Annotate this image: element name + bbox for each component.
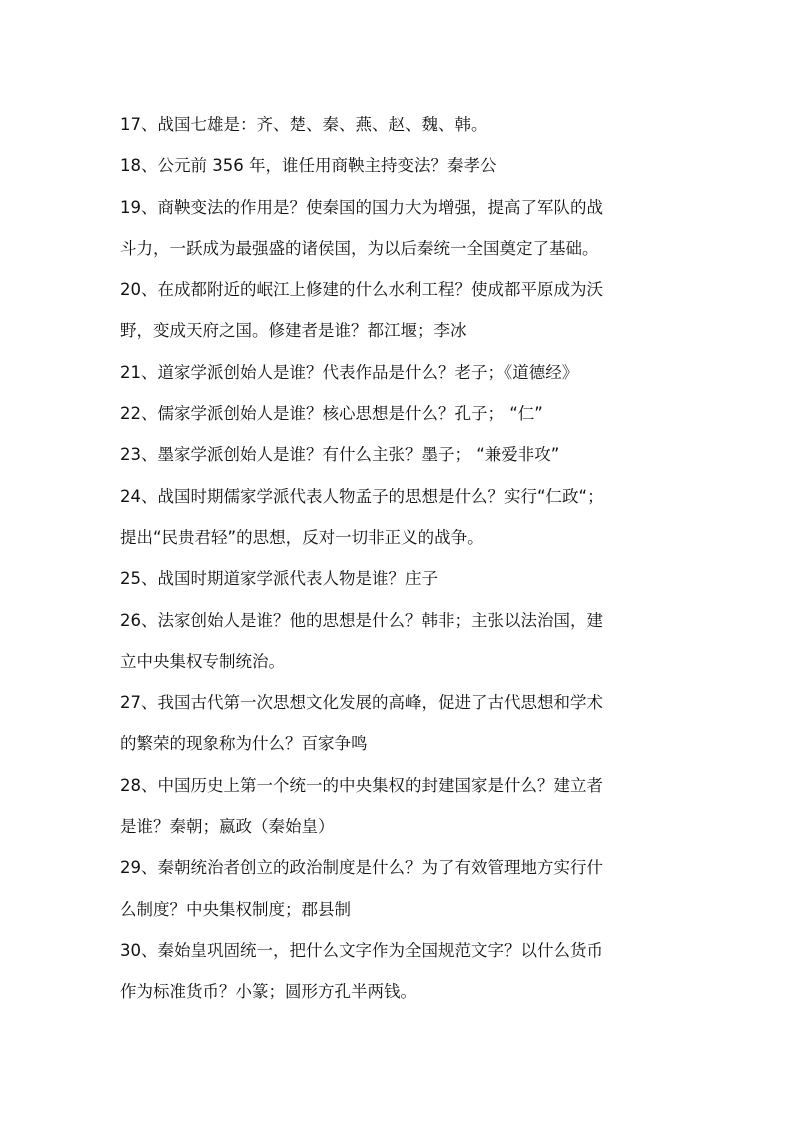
text-line: 20、在成都附近的岷江上修建的什么水利工程？使成都平原成为沃 bbox=[120, 280, 603, 300]
text-line: 么制度？中央集权制度；郡县制 bbox=[120, 899, 351, 919]
text-line: 30、秦始皇巩固统一，把什么文字作为全国规范文字？以什么货币 bbox=[120, 940, 603, 960]
text-line: 是谁？秦朝；嬴政（秦始皇） bbox=[120, 817, 335, 837]
text-line: 野，变成天府之国。修建者是谁？都江堰；李冰 bbox=[120, 321, 467, 341]
document-body bbox=[120, 104, 680, 1013]
text-line: 立中央集权专制统治。 bbox=[120, 651, 285, 671]
text-line: 19、商鞅变法的作用是？使秦国的国力大为增强，提高了军队的战 bbox=[120, 197, 603, 217]
text-line: 28、中国历史上第一个统一的中央集权的封建国家是什么？建立者 bbox=[120, 775, 603, 795]
text-line: 26、法家创始人是谁？他的思想是什么？韩非；主张以法治国，建 bbox=[120, 610, 603, 630]
text-line: 17、战国七雄是：齐、楚、秦、燕、赵、魏、韩。 bbox=[120, 115, 488, 134]
text-line: 作为标准货币？小篆；圆形方孔半两钱。 bbox=[120, 982, 417, 1002]
text-line: 29、秦朝统治者创立的政治制度是什么？为了有效管理地方实行什 bbox=[120, 858, 603, 878]
text-line: 18、公元前 356 年，谁任用商鞅主持变法？秦孝公 bbox=[120, 156, 497, 176]
text-line: 斗力，一跃成为最强盛的诸侯国，为以后秦统一全国奠定了基础。 bbox=[120, 238, 599, 258]
text-line: 的繁荣的现象称为什么？百家争鸣 bbox=[120, 734, 368, 754]
text-line: 23、墨家学派创始人是谁？有什么主张？墨子； “兼爱非攻” bbox=[120, 445, 560, 465]
text-line: 提出“民贵君轻”的思想，反对一切非正义的战争。 bbox=[120, 527, 484, 547]
text-line: 24、战国时期儒家学派代表人物孟子的思想是什么？实行“仁政“； bbox=[120, 486, 604, 506]
text-line: 25、战国时期道家学派代表人物是谁？庄子 bbox=[120, 569, 438, 589]
text-line: 21、道家学派创始人是谁？代表作品是什么？老子；《道德经》 bbox=[120, 362, 579, 382]
text-line: 27、我国古代第一次思想文化发展的高峰，促进了古代思想和学术 bbox=[120, 693, 603, 713]
text-line: 22、儒家学派创始人是谁？核心思想是什么？孔子； “仁” bbox=[120, 404, 543, 424]
